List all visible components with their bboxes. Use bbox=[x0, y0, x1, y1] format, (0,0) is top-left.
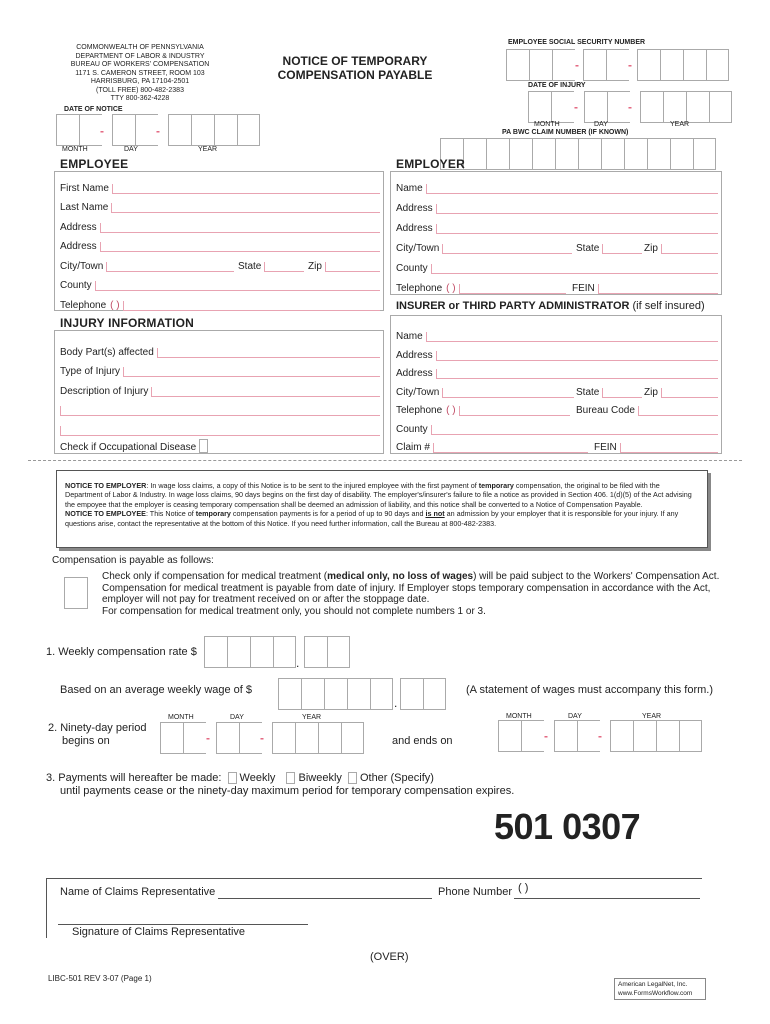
weekly-rate-dollars[interactable] bbox=[204, 636, 296, 668]
injury-description-line3[interactable] bbox=[60, 418, 380, 436]
medical-only-checkbox[interactable] bbox=[64, 577, 88, 609]
date-of-notice-label: DATE OF NOTICE bbox=[64, 106, 123, 113]
claim-number-label: PA BWC CLAIM NUMBER (IF KNOWN) bbox=[502, 129, 629, 136]
notice-box: NOTICE TO EMPLOYER: In wage loss claims, a copy of this Notice is to be sent to the injured employee with the first payment of temporary compensation, the original to be filed with the Department of Labor & Industry. In wage loss claims, 90 days begins on the first day of disability. The employer's/insurer's failure to file a notice as provided in Section 406. 1(d)(5) of the Act advising the empoyee that the employer is ceasing temporary compensation shall be deemed an admission of liability, and this notice shall be converted to a Notice of Compensation Payable. NOTICE TO EMPLOYEE: This Notice of temporary compensation payments is for a period of up to 90 days and is not an admission by your employer that it is responsible for your injury. If any questions arise, contact the representative at the bottom of this Notice. If you need further information, call the Bureau at 800-482-2383. bbox=[56, 470, 708, 548]
employer-county-field[interactable]: County bbox=[396, 256, 718, 274]
employer-name-field[interactable]: Name bbox=[396, 176, 718, 194]
employer-telephone-field[interactable]: Telephone ( ) bbox=[396, 276, 566, 294]
form-revision: LIBC-501 REV 3-07 (Page 1) bbox=[48, 974, 152, 983]
insurer-address1-field[interactable]: Address bbox=[396, 343, 718, 361]
employee-first-name-field[interactable]: First Name bbox=[60, 176, 380, 194]
avg-wage-dollars[interactable] bbox=[278, 678, 393, 710]
insurer-name-field[interactable]: Name bbox=[396, 324, 718, 342]
occupational-disease-field[interactable]: Check if Occupational Disease bbox=[60, 435, 380, 453]
other-checkbox[interactable] bbox=[348, 772, 357, 784]
injury-description-line2[interactable] bbox=[60, 398, 380, 416]
employee-address2-field[interactable]: Address bbox=[60, 234, 380, 252]
insurer-heading: INSURER or THIRD PARTY ADMINISTRATOR (if self insured) bbox=[396, 300, 705, 312]
employee-telephone-field[interactable]: Telephone ( ) bbox=[60, 293, 380, 311]
phone-number-label: Phone Number bbox=[438, 886, 512, 898]
page-title: NOTICE OF TEMPORARY COMPENSATION PAYABLE bbox=[277, 54, 433, 82]
avg-wage-cents[interactable] bbox=[400, 678, 446, 710]
date-of-injury-label: DATE OF INJURY bbox=[528, 82, 586, 89]
insurer-claim-field[interactable]: Claim # bbox=[396, 435, 588, 453]
period-label: 2. Ninety-day period begins on bbox=[48, 722, 147, 747]
employer-heading: EMPLOYER bbox=[396, 157, 465, 171]
payment-frequency: 3. Payments will hereafter be made: Weekly Biweekly Other (Specify) until payments cease or the ninety-day maximum period for temporary compensation expires. bbox=[46, 772, 515, 797]
employee-last-name-field[interactable]: Last Name bbox=[60, 195, 380, 213]
employer-state-field[interactable]: State bbox=[576, 236, 642, 254]
claim-number-boxes[interactable] bbox=[440, 138, 716, 170]
publisher-badge: American LegalNet, Inc. www.FormsWorkflow.com bbox=[614, 978, 706, 1000]
medical-only-text: Check only if compensation for medical treatment (medical only, no loss of wages) will be paid subject to the Workers' Compensation Act. Compensation for medical treatment is payable from date of injury. If Employer stops temporary compensation in accordance with the Act, employer will not pay for treatment received on or after the stoppage date. For compensation for medical treatment only, you should not complete numbers 1 or 3. bbox=[102, 571, 720, 617]
over-label: (OVER) bbox=[370, 951, 409, 963]
employee-county-field[interactable]: County bbox=[60, 273, 380, 291]
occupational-disease-checkbox[interactable] bbox=[199, 439, 208, 453]
employee-heading: EMPLOYEE bbox=[60, 157, 129, 171]
signature-label: Signature of Claims Representative bbox=[72, 926, 246, 938]
form-code: 501 0307 bbox=[494, 806, 641, 847]
agency-address: COMMONWEALTH OF PENNSYLVANIA DEPARTMENT OF LABOR & INDUSTRY BUREAU OF WORKERS' COMPENSATION 1171 S. CAMERON STREET, ROOM 103 HARRISBURG, PA 17104-2501 (TOLL FREE) 800-482-2383 TTY 800-362-4228 bbox=[70, 44, 210, 102]
weekly-rate-label: 1. Weekly compensation rate $ bbox=[46, 646, 197, 658]
injury-heading: INJURY INFORMATION bbox=[60, 316, 195, 330]
employee-address1-field[interactable]: Address bbox=[60, 215, 380, 233]
insurer-telephone-field[interactable]: Telephone ( ) bbox=[396, 398, 570, 416]
claims-rep-name-label: Name of Claims Representative bbox=[60, 886, 216, 898]
avg-wage-label: Based on an average weekly wage of $ bbox=[60, 684, 253, 696]
ends-on-label: and ends on bbox=[392, 735, 453, 747]
signature-field[interactable] bbox=[58, 924, 308, 925]
employee-city-field[interactable]: City/Town bbox=[60, 254, 234, 272]
weekly-checkbox[interactable] bbox=[228, 772, 237, 784]
insurer-county-field[interactable]: County bbox=[396, 417, 718, 435]
injury-body-parts-field[interactable]: Body Part(s) affected bbox=[60, 340, 380, 358]
phone-number-field[interactable] bbox=[514, 898, 700, 899]
biweekly-checkbox[interactable] bbox=[286, 772, 295, 784]
employer-address2-field[interactable]: Address bbox=[396, 216, 718, 234]
weekly-rate-cents[interactable] bbox=[304, 636, 350, 668]
section-divider bbox=[28, 460, 742, 461]
injury-type-field[interactable]: Type of Injury bbox=[60, 359, 380, 377]
insurer-address2-field[interactable]: Address bbox=[396, 361, 718, 379]
insurer-fein-field[interactable]: FEIN bbox=[594, 435, 718, 453]
insurer-city-field[interactable]: City/Town bbox=[396, 380, 574, 398]
ssn-label: EMPLOYEE SOCIAL SECURITY NUMBER bbox=[508, 39, 646, 46]
insurer-state-field[interactable]: State bbox=[576, 380, 642, 398]
ssn-boxes[interactable] bbox=[506, 49, 729, 81]
employer-city-field[interactable]: City/Town bbox=[396, 236, 572, 254]
insurer-bureau-code-field[interactable]: Bureau Code bbox=[576, 398, 718, 416]
employee-zip-field[interactable]: Zip bbox=[308, 254, 380, 272]
injury-description-field[interactable]: Description of Injury bbox=[60, 379, 380, 397]
employer-fein-field[interactable]: FEIN bbox=[572, 276, 718, 294]
employee-state-field[interactable]: State bbox=[238, 254, 304, 272]
footer-rule bbox=[46, 878, 702, 879]
wage-statement-note: (A statement of wages must accompany this form.) bbox=[466, 684, 713, 696]
payable-intro: Compensation is payable as follows: bbox=[52, 555, 214, 566]
employer-zip-field[interactable]: Zip bbox=[644, 236, 718, 254]
employer-address1-field[interactable]: Address bbox=[396, 196, 718, 214]
insurer-zip-field[interactable]: Zip bbox=[644, 380, 718, 398]
claims-rep-name-field[interactable] bbox=[218, 898, 432, 899]
